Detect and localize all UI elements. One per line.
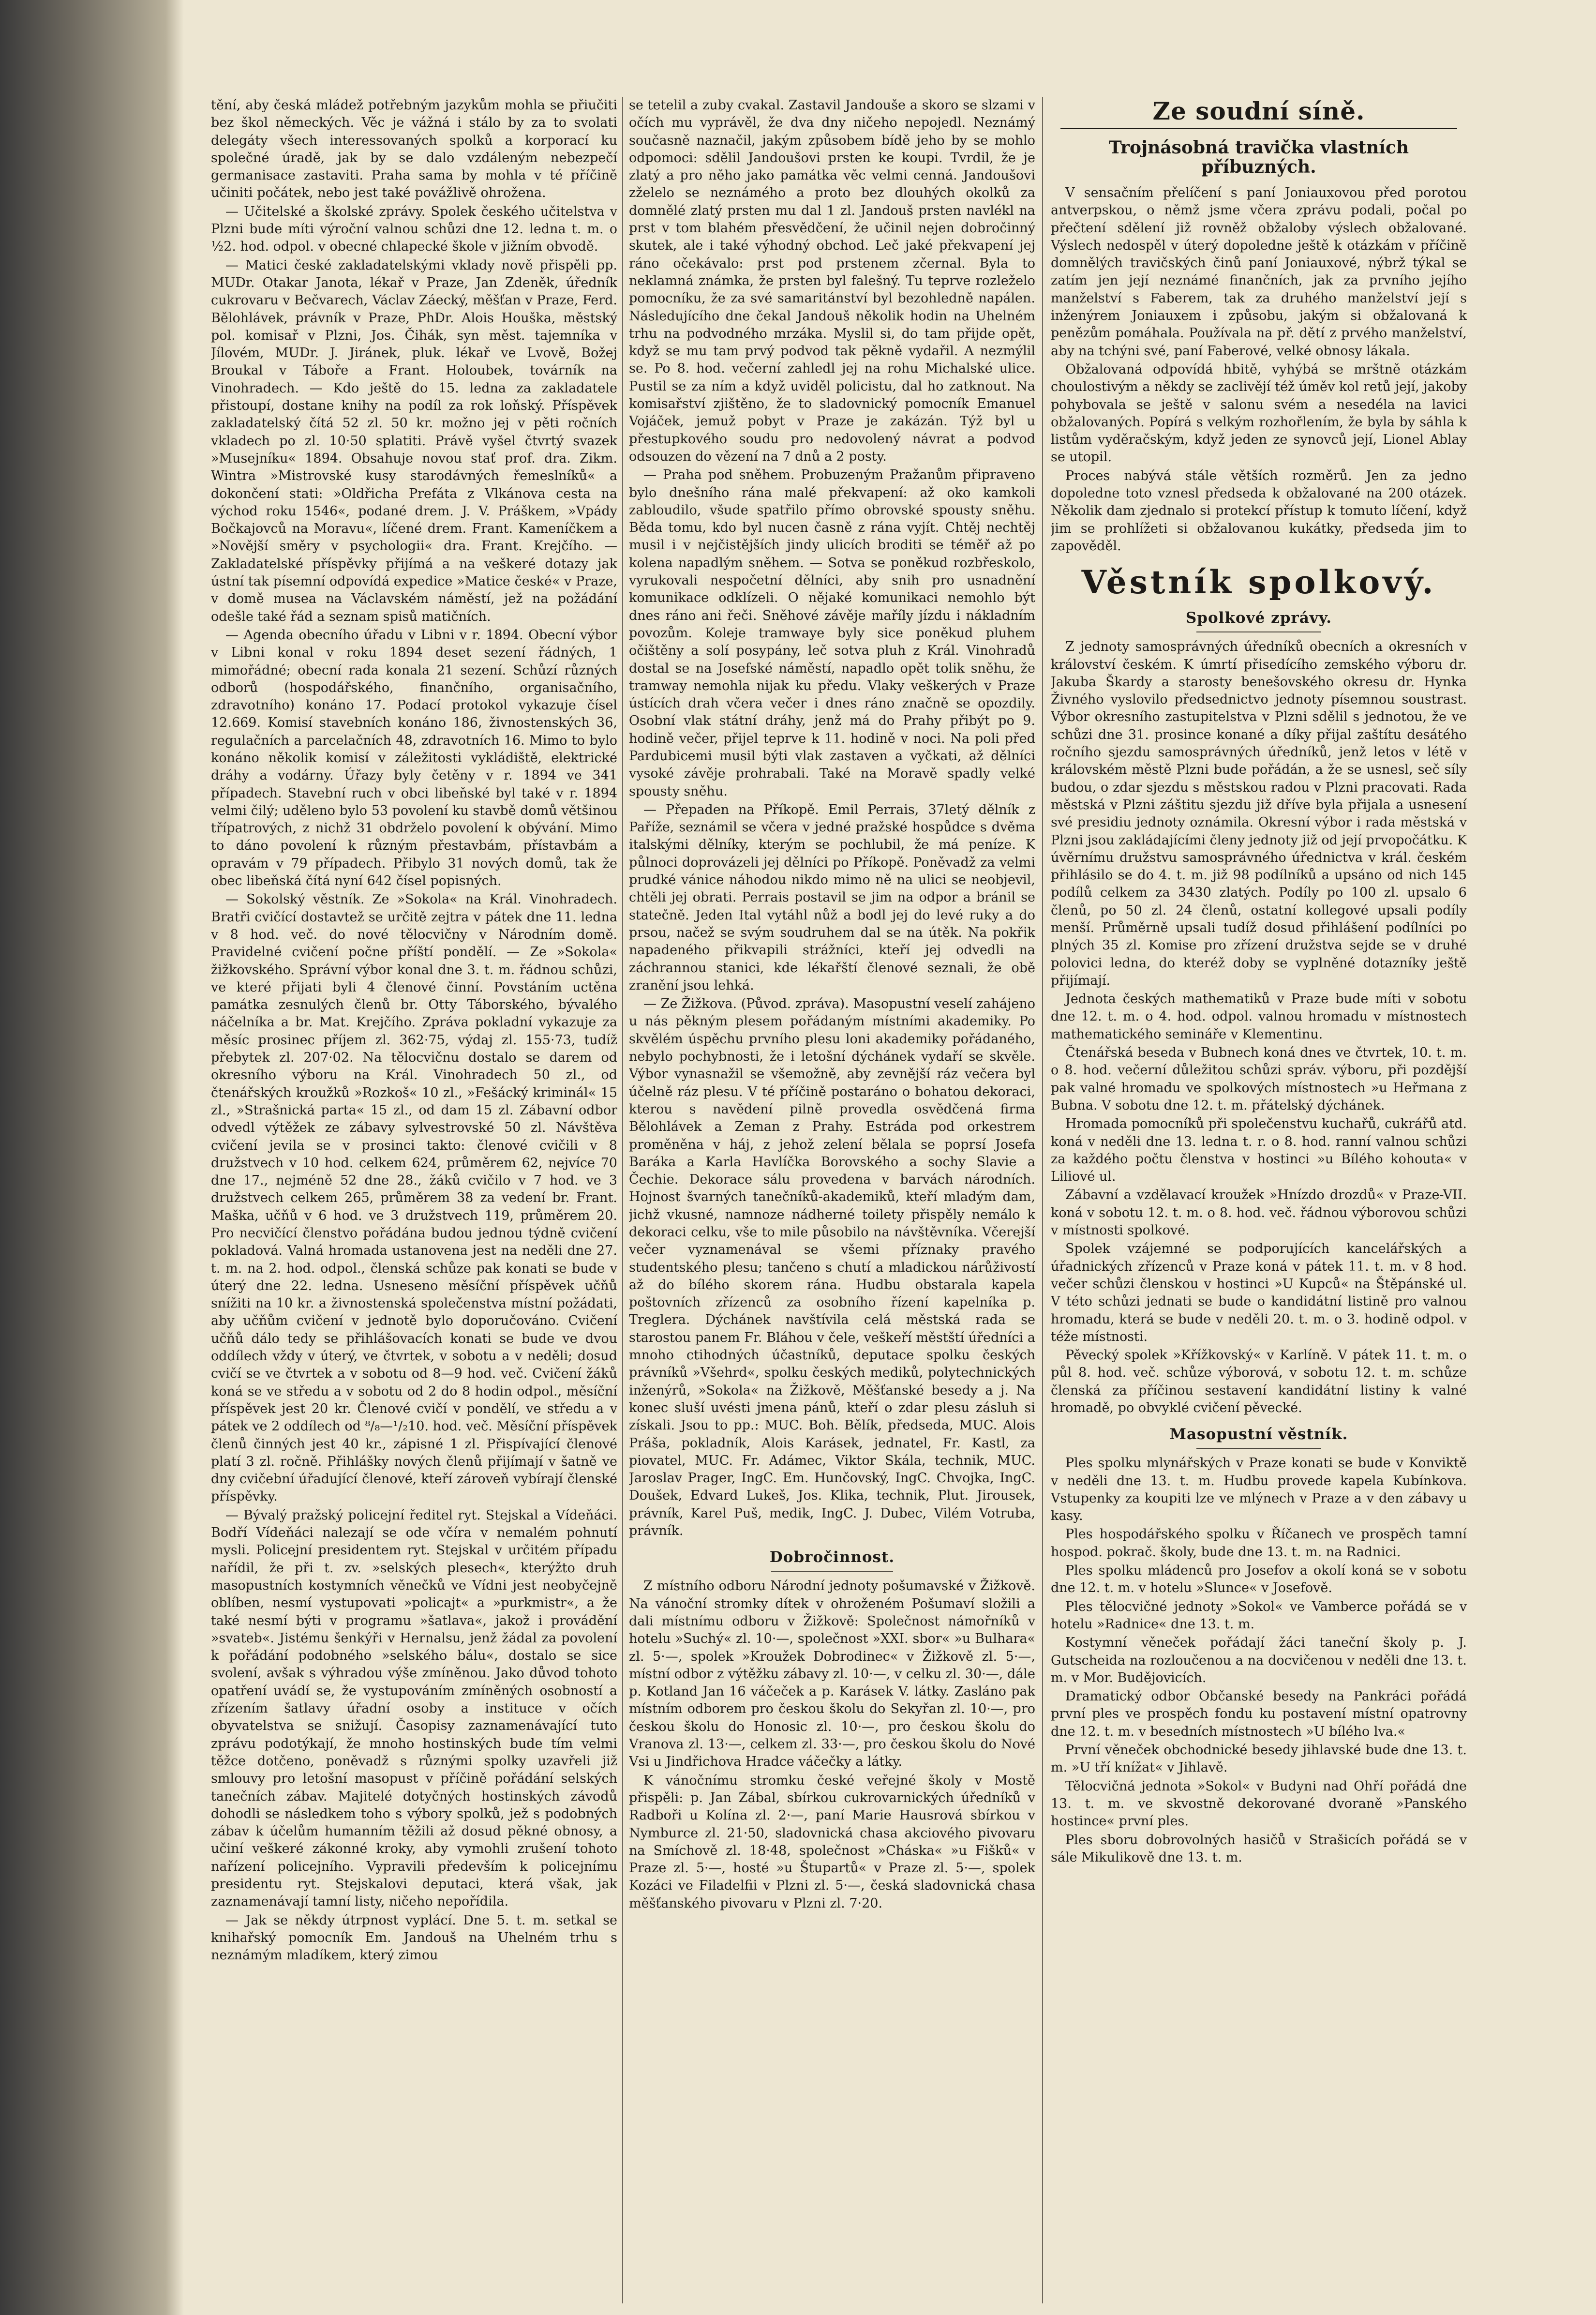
article-headline [1051,138,1467,177]
section-divider [1196,1448,1321,1449]
paragraph: Hromada pomocníků při společenstvu kuchařů, cukrářů atd. koná v neděli dne 13. ledna t. r. o 8. hod. ranní valnou schůzi za každého počtu členstva v hostinci »u Bílého kohouta« v Liliové ul. [1051,1116,1467,1185]
club-news-heading: Spolkové zprávy. [1185,609,1332,627]
paragraph: První věneček obchodnické besedy jihlavské bude dne 13. t. m. »U tří knížat« v Jihlavě. [1051,1743,1467,1775]
paragraph: Tělocvičná jednota »Sokol« v Budyni nad Ohří pořádá dne 13. t. m. ve skvostně dekorované dvoraně »Panského hostince« první ples. [1051,1778,1467,1829]
paragraph: Dramatický odbor Občanské besedy na Pankráci pořádá první ples ve prospěch fondu ku postavení místní opatrovny dne 12. t. m. v besedních místnostech »U bílého lva.« [1051,1689,1467,1739]
paragraph: — Matici české zakladatelskými vklady nově přispěli pp. MUDr. Otakar Janota, lékař v Praze, Jan Zdeněk, úředník cukrovaru v Bečvarech, Václav Záecký, měšťan v Praze, Ferd. Bělohlávek, právník v Praze, PhDr. Alois Houška, městský pol. komisař v Plzni, Jos. Čihák, syn měst. tajemníka v Jílovém, MUDr. J. Jiránek, pluk. lékař ve Lvově, Božej Broukal v Táboře a Frant. Holoubek, továrník na Vinohradech. — Kdo ještě do 15. ledna za zakladatele přistoupí, dostane knihy na podíl za rok loňský. Příspěvek zakladatelský čítá 52 zl. 50 kr. možno jej v pěti ročních vkladech po zl. 10·50 splatiti. Právě vyšel čtvrtý svazek »Musejníku« 1894. Obsahuje novou stať prof. dra. Zikm. Wintra »Mistrovské kusy starodávných řemeslníků« a dokončení stati: »Oldřicha Prefáta z Vlkánova cesta na východ roku 1546«, podané drem. J. V. Práškem, »Vpády Bočkajovců na Moravu«, líčené drem. Frant. Kameníčkem a »Novější směry v psychologii« dra. Frant. Krejčího. — Zakladatelské příspěvky přijímá a na veškeré dotazy jak ústní tak písemní odpovídá expedice »Matice české« v Praze, v domě musea na Václavském náměstí, jež na požádání odešle také řád a seznam spisů matičních. [211,257,617,624]
paragraph: — Bývalý pražský policejní ředitel ryt. Stejskal a Vídeňáci. Bodří Vídeňáci nalezají se ode včíra v nemalém pohnutí mysli. Policejní presidentem ryt. Stejskal v určitém případu nařídil, že při t. zv. »selských plesech«, kterýžto druh masopustních kostymních věnečků ve Vídni jest neobyčejně oblíben, nesmí vystupovati »policajt« a »purkmistr«, a že také nesmí býti v programu »šatlava«, jakož i provádění »svateb«. Jistému šenkýři v Hernalsu, jenž žádal za povolení k pořádání podobného »selského bálu«, dostalo se sice svolení, avšak s výhradou výše zmíněnou. Jako důvod tohoto opatření uvádí se, že vystupováním zmíněných osobností a zřízením šatlavy úřadní osoby a instituce v očích obyvatelstva se snižují. Časopisy zaznamenávající tuto zprávu podotýkají, že mnoho hostinských bude tím velmi těžce dotčeno, poněvadž s různými spolky uzavřeli již smlouvy pro letošní masopust v příčině pořádání selských tanečních zábav. Majitelé dotyčných hostinských závodů dohodli se následkem toho s výbory spolků, jež s podobných zábav k účelům humanním těžili až dosud pěkné obnosy, a učiní veškeré zákonné kroky, aby vymohli zrušení tohoto nařízení policejního. Vypravili především k policejnímu presidentu ryt. Stejskalovi deputaci, která však, jak zaznamenávají tamní listy, ničeho nepořídila. [211,1507,617,1909]
paragraph: Kostymní věneček pořádají žáci taneční školy p. J. Gutscheida na rozloučenou a na docvičenou v neděli dne 13. t. m. v Mor. Budějovicích. [1051,1635,1467,1685]
paragraph: Z místního odboru Národní jednoty pošumavské v Žižkově. Na vánoční stromky dítek v ohroženém Pošumaví složili a dali místnímu odboru v Žižkově: Společnost námořníků v hotelu »Suchý« zl. 10·—, společnost »XXI. sbor« »u Bulhara« zl. 5·—, spolek »Kroužek Dobrodinec« v Žižkově zl. 5·—, místní odbor z výtěžku zábavy zl. 10·—, v celku zl. 30·—, dále p. Kotland Jan 16 váčeček a p. Karásek V. látky. Zasláno pak místním odborem pro českou školu do Sekyřan zl. 10·—, pro českou školu do Honosic zl. 10·—, pro českou školu do Vranova zl. 13·—, celkem zl. 33·—, pro českou školu do Nové Vsi u Jindřichova Hradce váčečky a látky. [629,1578,1035,1770]
paragraph: Ples tělocvičné jednoty »Sokol« ve Vamberce pořádá se v hotelu »Radnice« dne 13. t. m. [1051,1599,1467,1632]
paragraph: Z jednoty samosprávných úředníků obecních a okresních v království českém. K úmrtí přisedícího zemského výboru dr. Jakuba Škardy a starosty benešovského okresu dr. Hynka Živného vyslovilo předsednictvo jednoty písemnou soustrast. Výbor okresního zastupitelstva v Plzni sdělil s jednotou, že ve schůzi dne 31. prosince konané a díky přijal zaštítu desátého ročního sjezdu samosprávných úředníků, jenž letos v létě v královském městě Plzni bude pořádán, a že se usnesl, seč síly budou, o zdar sjezdu s městskou radou v Plzni pracovati. Rada městská v Plzni záštitu sjezdu již dříve byla přijala a usnesení své presidiu jednoty oznámila. Okresní výbor i rada městská v Plzni jsou zakládajícími členy jednoty již od její prvopočátku. K úvěrnímu družstvu samosprávného úřednictva v král. českém přihlásilo se do 4. t. m. již 98 podílníků a upsáno od nich 145 podílů celkem za 3430 zlatých. Podíly po 100 zl. upsalo 6 členů, po 50 zl. 24 členů, ostatní kollegové upsali podíly menší. Průměrně upsali tudíž dosud přihlášení podílníci po plných 35 zl. Komise pro zřízení družstva sejde se v druhé polovici ledna, do kteréž doby se vyplněné dotazníky ještě přijímají. [1051,639,1467,988]
paragraph: Ples spolku mládenců pro Josefov a okolí koná se v sobotu dne 12. t. m. v hotelu »Slunce« v Josefově. [1051,1563,1467,1596]
bulletin-title: Věstník spolkový. [1081,563,1436,601]
paragraph: Jednota českých mathematiků v Praze bude míti v sobotu dne 12. t. m. o 4. hod. odpol. valnou hromadu v místnostech mathematického semináře v Klementinu. [1051,992,1467,1042]
paragraph: V sensačním přelíčení s paní Joniauxovou před porotou antverpskou, o němž jsme včera zprávu podali, počal po přečtení sdělení již rovněž obžaloby výslech obžalované. Výslech nedospěl v úterý dopoledne ještě k otázkám v příčině domnělých travičských činů paní Joniauxové, nýbrž týkal se zatím jen její neznámé finančních, jak za prvního jejího manželství s Faberem, tak za druhého manželství její s inženýrem Joniauxem i způsobu, jakým si obžalovaná k penězům pomáhala. Používala na př. dětí z prvého manželství, aby na tchýni své, paní Faberové, velké obnosy lákala. [1051,185,1467,359]
paragraph: Pěvecký spolek »Křížkovský« v Karlíně. V pátek 11. t. m. o půl 8. hod. več. schůze výborová, v sobotu 12. t. m. schůze členská za příčinou sestavení kandidátní listiny k valné hromadě, po obvyklé cvičení pěvecké. [1051,1348,1467,1415]
column-1 [211,97,617,2303]
article-headline-line-1: Trojnásobná travička vlastních [1108,137,1409,158]
paragraph: Čtenářská beseda v Bubnech koná dnes ve čtvrtek, 10. t. m. o 8. hod. večerní důležitou schůzi správ. výboru, při pozdější pak valné hromadu ve spolkových místnostech »u Heřmana z Bubna. V sobotu dne 12. t. m. přátelský dýchánek. [1051,1045,1467,1113]
charity-heading: Dobročinnost. [769,1548,895,1566]
paragraph: K vánočnímu stromku české veřejné školy v Mostě přispěli: p. Jan Zábal, sbírkou cukrovarnických úředníků v Radboři u Kolína zl. 2·—, paní Marie Hausrová sbírkou v Nymburce zl. 21·50, sladovnická chasa akciového pivovaru na Smíchově zl. 18·48, společnost »Cháska« »u Fišků« v Praze zl. 5·—, hosté »u Štupartů« v Praze zl. 5·—, spolek Kozáci ve Filadelfii v Plzni zl. 5·—, česká sladovnická chasa měšťanského pivovaru v Plzni zl. 7·20. [629,1773,1035,1911]
carnival-heading: Masopustní věstník. [1169,1426,1348,1443]
article-headline-line-2: příbuzných. [1201,157,1316,177]
column-rule [622,97,623,2303]
section-divider [771,1571,893,1572]
binding-shadow [0,0,184,2315]
column-rule [1042,97,1043,2303]
column-2 [629,97,1035,2303]
paragraph: — Agenda obecního úřadu v Libni v r. 1894. Obecní výbor v Libni konal v roku 1894 deset sezení řádných, 1 mimořádné; obecní rada konala 21 sezení. Schůzí různých odborů (hospodářského, finančního, organisačního, zdravotního) konáno 17. Podací protokol vykazuje čísel 12.669. Komisí stavebních konáno 186, živnostenských 36, regulačních a parcelačních 48, zdravotních 16. Mimo to bylo konáno několik komisí v záležitosti vykládiště, elektrické dráhy a vodárny. Úřazy byly četěny v r. 1894 ve 341 případech. Stavební ruch v obci libeňské byl také v r. 1894 velmi čilý; uděleno bylo 53 povolení ku stavbě domů většinou třípatrových, z nichž 31 obdrželo povolení k obývání. Mimo to dáno povolení k různým přestavbám, přístavbám a opravám v 79 případech. Přibylo 31 nových domů, tak že obec libeňská čítá nyní 642 čísel popisných. [211,627,617,889]
paragraph: — Praha pod sněhem. Probuzeným Pražanům připraveno bylo dnešního rána malé překvapení: až oko kamkoli zabloudilo, všude spatřilo přímo obrovské spousty sněhu. Běda tomu, kdo byl nucen časně z rána vyjít. Chtěj nechtěj musil i v nejčistějších jindy ulicích broditi se téměř až po kolena napadlým sněhem. — Sotva se poněkud rozbřeskolo, vyrukovali nespočetní dělníci, aby snih pro usnadnění komunikace odklízeli. O nějaké komunikaci nemohlo být dnes ráno ani řeči. Sněhové závěje maříly jízdu i nákladním povozům. Koleje tramwaye byly sice poněkud pluhem očištěny a solí posypány, leč sotva pluh z Král. Vinohradů dostal se na Josefské náměstí, napadlo opět tolik sněhu, že tramway nemohla nijak ku předu. Vlaky veškerých v Praze ústících drah včera večer i dnes ráno značně se opozdily. Osobní vlak státní dráhy, jenž má do Prahy přibýt po 9. hodině večer, přijel teprve k 11. hodině v noci. Na poli před Pardubicemi musil býti vlak zastaven a vyčkati, až dělníci vysoké závěje prohrabali. Také na Moravě spadly velké spousty sněhu. [629,467,1035,799]
paragraph: Ples spolku mlynářských v Praze konati se bude v Konviktě v neděli dne 13. t. m. Hudbu provede kapela Kubínkova. Vstupenky za koupiti lze ve mlýnech v Praze a v den zábavy u kasy. [1051,1456,1467,1524]
paragraph: — Přepaden na Příkopě. Emil Perrais, 37letý dělník z Paříže, seznámil se včera v jedné pražské hospůdce s dvěma italskými dělníky, kterým se pochlubil, že má peníze. K půlnoci doprovázeli jej dělníci po Příkopě. Poněvadž za velmi prudké vánice náhodou nikdo mimo ně na ulici se neobjevil, chtěli jej obrati. Perrais postavil se jim na odpor a bránil se statečně. Jeden Ital vytáhl nůž a bodl jej do levé ruky a do prsou, načež se svým soudruhem dal se na útěk. Na pokřik napadeného přikvapili strážníci, kteří jej odvedli na záchrannou stanici, kde lékařští členové seznali, že obě zranění jsou lehká. [629,802,1035,993]
section-divider [1196,631,1321,632]
column-3 [1051,97,1467,2303]
paragraph: — Ze Žižkova. (Původ. zpráva). Masopustní veselí zahájeno u nás pěkným plesem pořádaným místními akademiky. Po skvělém úspěchu prvního plesu loni akademiky pořádaného, nebylo pochybnosti, že i letošní dýchánek vydaří se skvěle. Výbor vynasnažil se všemožně, aby zevnější ráz večera byl účelně ráz plesu. V té příčině postaráno o bohatou dekoraci, kterou s navědení pilně provedla osvědčená firma Bělohlávek a Zeman z Prahy. Estráda pod orkestrem proměněna v háj, z jehož zelení bělala se poprsí Josefa Baráka a Karla Havlíčka Borovského a sochy Slavie a Čechie. Dekorace sálu provedena v barvách národních. Hojnost švarných tanečníků-akademiků, kteří mladým dam, jichž vkusné, namnoze nádherné toilety přispěly nemálo k dekoraci celku, vše to mile působilo na návštěvníka. Včerejší večer vyznamenával se všemi příznaky pravého studentského plesu; tančeno s chutí a mladickou nárůživostí až do bílého skorem rána. Hudbu obstarala kapela poštovních zřízenců za osobního řízení kapelníka p. Treglera. Dýchánek navštívila celá městská rada se starostou panem Fr. Bláhou v čele, veškeří městští úředníci a mnoho ctihodných účastníků, deputace spolku českých právníků »Všehrd«, spolku českých mediků, polytechnických inženýrů, »Sokola« na Žižkově, Měšťanské besedy a j. Na konec sluší uvésti jmena pánů, kteří o zdar plesu zásluh si získali. Jsou to pp.: MUC. Boh. Bělík, předseda, MUC. Alois Práša, pokladník, Alois Karásek, jednatel, Fr. Kastl, za piovatel, MUC. Fr. Adámec, Viktor Skála, technik, MUC. Jaroslav Prager, IngC. Em. Hunčovský, IngC. Chvojka, IngC. Doušek, Edvard Lukeš, Jos. Klika, technik, Plut. Jirousek, právník, Karel Puš, medik, IngC. J. Dubec, Vilém Votruba, právník. [629,996,1035,1539]
paragraph: — Sokolský věstník. Ze »Sokola« na Král. Vinohradech. Bratři cvičící dostavtež se určitě zejtra v pátek dne 11. ledna v 8 hod. več. do nové tělocvičny v Národním domě. Pravidelné cvičení počne příští pondělí. — Ze »Sokola« žižkovského. Správní výbor konal dne 3. t. m. řádnou schůzi, ve které přijati byli 4 členové činní. Povstáním uctěna památka zesnulých členů br. Otty Táborského, bývalého náčelníka a br. Mat. Krejčího. Zpráva pokladní vykazuje za měsíc prosinec příjem zl. 362·75, výdaj zl. 155·73, tudíž přebytek zl. 207·02. Na tělocvičnu dostalo se darem od okresního výboru na Král. Vinohradech 50 zl., od čtenářských kroužků »Rozkoš« 10 zl., »Fešácký kriminál« 15 zl., »Strašnická parta« 15 zl., od dam 15 zl. Zábavní odbor odvedl výtěžek ze zábavy sylvestrovské 50 zl. Návštěva cvičení jevila se v prosinci takto: členové cvičili v 8 družstvech v 10 hod. celkem 624, průměrem 62, nejvíce 70 dne 17., nejméně 52 dne 28., žáků cvičilo v 7 hod. ve 3 družstvech celkem 265, průměrem 38 za vedení br. Frant. Maška, učňů v 6 hod. ve 3 družstvech 119, průměrem 20. Pro necvičící členstvo pořádána budou jednou týdně cvičení pokladová. Valná hromada ustanovena jest na neděli dne 27. t. m. na 2. hod. odpol., členská schůze pak konati se bude v úterý dne 22. ledna. Usneseno měsíční příspěvek učňů snížiti na 10 kr. a živnostenská společenstva místní požádati, aby učňům cvičení v jednotě bylo doporučováno. Cvičení učňů dálo tedy se přihlášovacích konati se bude ve dvou oddílech vždy v úterý, ve čtvrtek, v sobotu a v neděli; dosud cvičí se ve čtvrtek a v sobotu od 8—9 hod. več. Cvičení žáků koná se ve středu a v sobotu od 2 do 8 hodin odpol., měsíční příspěvek jest 20 kr. Členové cvičí v pondělí, ve středu a v pátek ve 2 oddílech od ⁸/₈—¹/₂10. hod. več. Měsíční příspěvek členů činných jest 40 kr., zápisné 1 zl. Přispívající členové platí 3 zl. ročně. Přihlášky nových členů přijímají v šatně ve dny cvičební úřadující členové, kteří zároveň vybírají členské příspěvky. [211,892,617,1504]
paragraph: Spolek vzájemné se podporujících kancelářských a úřadnických zřízenců v Praze koná v pátek 11. t. m. v 8 hod. večer schůzi členskou v hostinci »U Kupců« na Štěpánské ul. V této schůzi jednati se bude o kandidátní listině pro valnou hromadu, která se bude v neděli 20. t. m. o 3. hodině odpol. v téže místnosti. [1051,1241,1467,1344]
paragraph: Obžalovaná odpovídá hbitě, vyhýbá se mrštně otázkám choulostivým a někdy se zaclivějí též úměv kol retů její, jakoby pohybovala se ještě v salonu svém a nesedéla na lavici obžalovaných. Popírá s velkým rozhořlením, že byla by sáhla k listům vyděračským, když jeden ze synovců její, Lionel Ablay se utopil. [1051,361,1467,465]
paragraph: Zábavní a vzdělavací kroužek »Hnízdo drozdů« v Praze-VII. koná v sobotu 12. t. m. o 8. hod. več. řádnou výborovou schůzi v místnosti spolkové. [1051,1188,1467,1238]
paragraph: Ples sboru dobrovolných hasičů v Strašicích pořádá se v sále Mikulikově dne 13. t. m. [1051,1832,1467,1865]
paragraph: tění, aby česká mládež potřebným jazykům mohla se přiučiti bez škol německých. Věc je vážná i stálo by za to svolati delegáty všech interessovaných spolků a korporací ku společné úradě, jak by se dalo vzdáleným nebezpečí germanisace zastaviti. Praha sama by mohla v té příčině učiniti počátek, nebo jest také povážlivě ohrožena. [211,98,617,201]
paragraph: Ples hospodářského spolku v Říčanech ve prospěch tamní hospod. pokrač. školy, bude dne 13. t. m. na Radnici. [1051,1527,1467,1560]
section-rule [1060,128,1457,129]
court-section-title: Ze soudní síně. [1152,97,1365,125]
paragraph: — Učitelské a školské zprávy. Spolek českého učitelstva v Plzni bude míti výroční valnou schůzi dne 12. ledna t. m. o ½2. hod. odpol. v obecné chlapecké škole v jižním obvodě. [211,204,617,255]
paragraph: — Jak se někdy útrpnost vyplácí. Dne 5. t. m. setkal se knihařský pomocník Em. Jandouš na Uhelném trhu s neznámým mladíkem, který zimou [211,1912,617,1963]
paragraph: se tetelil a zuby cvakal. Zastavil Jandouše a skoro se slzami v očích mu vyprávěl, že dva dny ničeho nepojedl. Neznámý současně naznačil, jakým způsobem bídě jeho by se mohlo odpomoci: sdělil Jandoušovi prsten ke koupi. Tvrdil, že je zlatý a pro něho jako památka věc velmi cenná. Jandoušovi zželelo se neznámého a proto bez dlouhých okolků za domnělé zlatý prsten mu dal 1 zl. Jandouš prsten navlékl na prst v tom blahém přesvědčení, že učinil nejen dobročinný skutek, ale i také výhodný obchod. Leč jaké překvapení jej ráno očekávalo: prst pod prstenem zčernal. Byla to neklamná známka, že prsten byl falešný. Tu teprve rozleželo pomocníku, že za své samaritánství byl bezohledně napálen. Následujícího dne čekal Jandouš několik hodin na Uhelném trhu na podvodného mrzáka. Myslil si, do tam přijde opět, když se mu tam prvý podvod tak pěkně vydařil. A nezmýlil se. Po 8. hod. večerní zahledl jej na rohu Michalské ulice. Pustil se za ním a když uviděl policistu, dal ho zatknout. Na komisařství zjištěno, že to sladovnický pomocník Emanuel Vojáček, jemuž pobyt v Praze je zakázán. Týž byl u přestupkového soudu pro nedovolený návrat a podvod odsouzen do vězení na 7 dnů a 2 posty. [629,98,1035,464]
paragraph: Proces nabývá stále větších rozměrů. Jen za jedno dopoledne toto vznesl předseda k obžalované na 200 otázek. Několik dam zjednalo si protekcí přístup k tomuto líčení, když jim se prohlížeti si obžalovanou kukátky, předseda jim to zapověděl. [1051,468,1467,554]
